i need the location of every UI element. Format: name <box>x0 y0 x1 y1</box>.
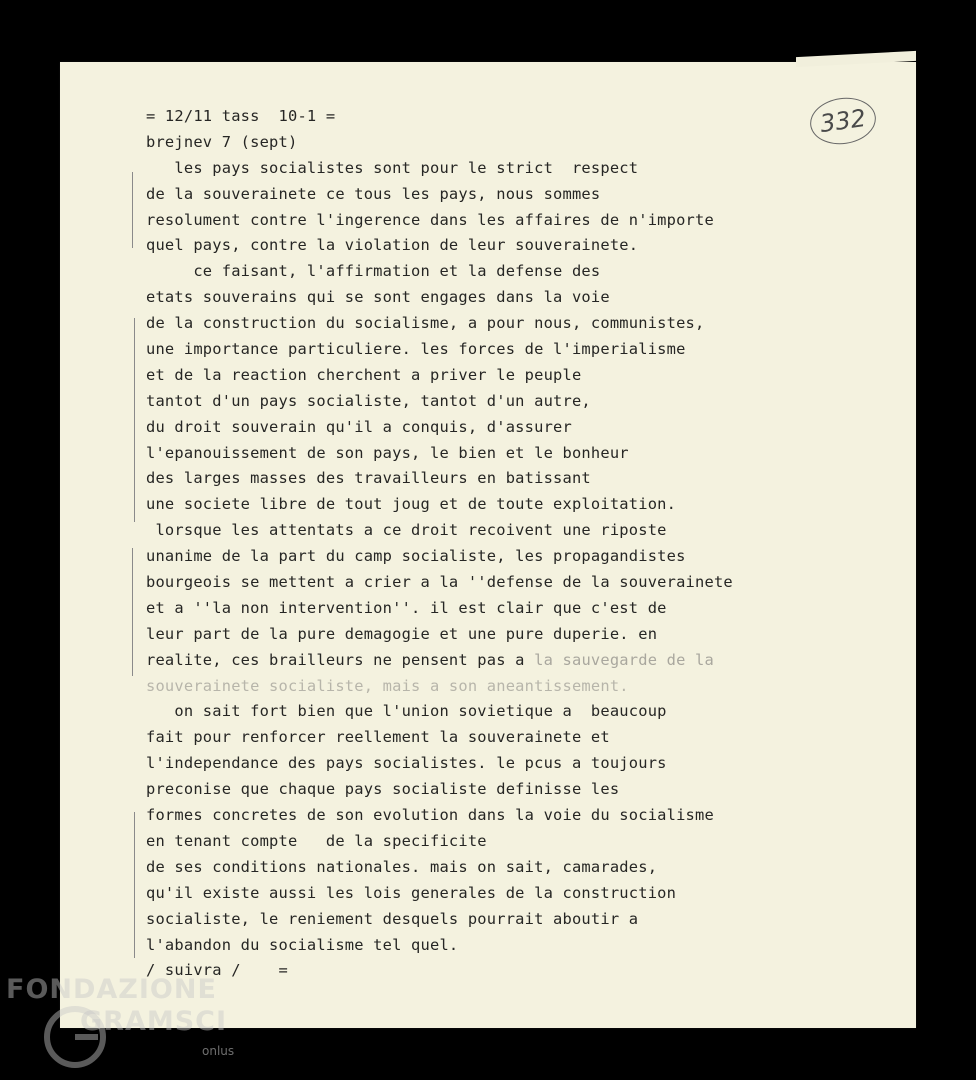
handwritten-page-number: 332 <box>807 94 879 149</box>
text-line: qu'il existe aussi les lois generales de la construction <box>146 883 677 902</box>
text-line: en tenant compte de la specificite <box>146 831 487 850</box>
margin-bracket-1 <box>132 172 133 248</box>
text-line: les pays socialistes sont pour le strict respect <box>146 158 639 177</box>
text-line: = 12/11 tass 10-1 = <box>146 107 336 125</box>
margin-bracket-4 <box>134 812 135 958</box>
text-line: de la construction du socialisme, a pour nous, communistes, <box>146 314 705 333</box>
text-line: preconise que chaque pays socialiste definisse les <box>146 780 620 799</box>
text-line: une societe libre de tout joug et de toute exploitation. <box>146 495 677 514</box>
text-line: etats souverains qui se sont engages dans la voie <box>146 288 610 307</box>
text-line: de ses conditions nationales. mais on sait, camarades, <box>146 857 658 876</box>
text-faint-part: la sauvegarde de la <box>534 650 714 669</box>
text-line: on sait fort bien que l'union sovietique a beaucoup <box>146 702 667 721</box>
text-line: fait pour renforcer reellement la souverainete et <box>146 728 610 747</box>
text-line: et a ''la non intervention''. il est clair que c'est de <box>146 598 667 617</box>
text-line: socialiste, le reniement desquels pourrait aboutir a <box>146 909 639 928</box>
text-line: leur part de la pure demagogie et une pure duperie. en <box>146 624 658 643</box>
text-line: resolument contre l'ingerence dans les affaires de n'importe <box>146 210 714 229</box>
document-text <box>146 104 846 984</box>
fondazione-gramsci-watermark <box>6 972 246 1072</box>
text-line: quel pays, contre la violation de leur souverainete. <box>146 236 639 255</box>
text-line: des larges masses des travailleurs en batissant <box>146 469 591 488</box>
text-line: de la souverainete ce tous les pays, nous sommes <box>146 184 601 203</box>
text-line: ce faisant, l'affirmation et la defense des <box>146 262 601 281</box>
text-line-faded: souverainete socialiste, mais a son aneantissement. <box>146 676 629 695</box>
text-line: formes concretes de son evolution dans la voie du socialisme <box>146 806 714 825</box>
watermark-line-2: GRAMSCI <box>80 1006 228 1037</box>
text-line: du droit souverain qu'il a conquis, d'assurer <box>146 417 572 436</box>
text-line: unanime de la part du camp socialiste, les propagandistes <box>146 547 686 566</box>
text-line: brejnev 7 (sept) <box>146 132 298 151</box>
text-line: / suivra / = <box>146 961 288 980</box>
text-line: une importance particuliere. les forces de l'imperialisme <box>146 340 686 359</box>
text-line: tantot d'un pays socialiste, tantot d'un autre, <box>146 391 591 410</box>
margin-bracket-3 <box>132 548 133 676</box>
text-line: et de la reaction cherchent a priver le peuple <box>146 365 582 384</box>
text-line: l'abandon du socialisme tel quel. <box>146 935 459 954</box>
watermark-line-3: onlus <box>202 1044 235 1058</box>
text-line: l'independance des pays socialistes. le pcus a toujours <box>146 754 667 773</box>
text-line-partially-faded <box>146 648 846 674</box>
watermark-line-1: FONDAZIONE <box>6 974 217 1005</box>
text-line: l'epanouissement de son pays, le bien et le bonheur <box>146 443 629 462</box>
margin-bracket-2 <box>134 318 135 522</box>
text-line: lorsque les attentats a ce droit recoivent une riposte <box>146 521 667 540</box>
text-line: bourgeois se mettent a crier a la ''defense de la souverainete <box>146 573 733 592</box>
text-dark-part: realite, ces brailleurs ne pensent pas a <box>146 650 535 669</box>
